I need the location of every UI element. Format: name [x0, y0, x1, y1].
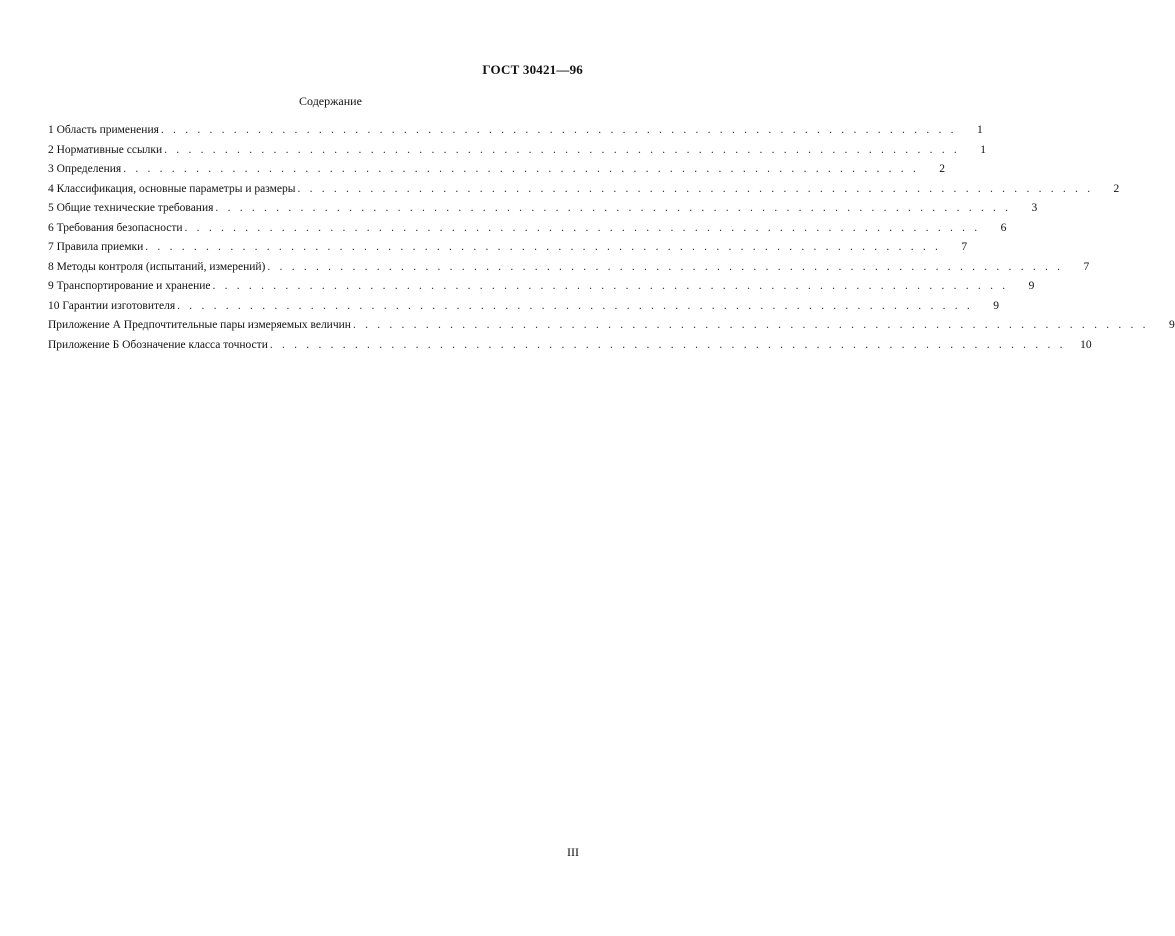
toc-item-page: 9: [1028, 280, 1035, 292]
toc-leader-dots: . . . . . . . . . . . . . . . . . . . . . . . . . . . . . . . . . . . . . . . . . . . . . . . . . . . . . . . . . . . . . . . . . .: [145, 241, 942, 253]
toc-item-page: 2: [1113, 182, 1120, 195]
toc-item-page: 7: [1083, 260, 1090, 273]
table-of-contents: [48, 121, 1175, 355]
toc-leader-dots: . . . . . . . . . . . . . . . . . . . . . . . . . . . . . . . . . . . . . . . . . . . . . . . . . . . . . . . . . . . . . . . . . .: [164, 143, 960, 156]
toc-leader-dots: . . . . . . . . . . . . . . . . . . . . . . . . . . . . . . . . . . . . . . . . . . . . . . . . . . . . . . . . . . . . . . . . . .: [269, 338, 1066, 351]
toc-item[interactable]: [48, 258, 1090, 278]
toc-item[interactable]: [48, 297, 999, 317]
toc-item[interactable]: [48, 219, 1007, 239]
toc-item-page: 10: [1080, 338, 1092, 351]
toc-leader-dots: . . . . . . . . . . . . . . . . . . . . . . . . . . . . . . . . . . . . . . . . . . . . . . . . . . . . . . . . . . . . . . . . . .: [123, 163, 920, 175]
toc-leader-dots: . . . . . . . . . . . . . . . . . . . . . . . . . . . . . . . . . . . . . . . . . . . . . . . . . . . . . . . . . . . . . . . . . .: [177, 299, 973, 312]
standard-code: ГОСТ 30421—96: [482, 62, 583, 77]
toc-item-page: 9: [993, 299, 999, 312]
toc-leader-dots: . . . . . . . . . . . . . . . . . . . . . . . . . . . . . . . . . . . . . . . . . . . . . . . . . . . . . . . . . . . . . . . . . .: [267, 260, 1064, 273]
toc-item[interactable]: [48, 160, 946, 180]
page-number: III: [567, 845, 579, 859]
toc-item[interactable]: [48, 238, 968, 258]
toc-item[interactable]: [48, 141, 986, 161]
toc-item-page: 2: [939, 163, 946, 175]
toc-leader-dots: . . . . . . . . . . . . . . . . . . . . . . . . . . . . . . . . . . . . . . . . . . . . . . . . . . . . . . . . . . . . . . . . . .: [212, 280, 1009, 292]
toc-item-label: 7 Правила приемки: [48, 241, 144, 253]
toc-item-page: 6: [1000, 221, 1007, 234]
toc-item-label: 3 Определения: [48, 163, 122, 175]
toc-leader-dots: . . . . . . . . . . . . . . . . . . . . . . . . . . . . . . . . . . . . . . . . . . . . . . . . . . . . . . . . . . . . . . . . . .: [160, 124, 957, 136]
toc-title: Содержание: [299, 94, 362, 108]
toc-item-label: 9 Транспортирование и хранение: [48, 280, 211, 292]
toc-item[interactable]: [48, 180, 1120, 200]
toc-item-label: 1 Область применения: [48, 124, 159, 136]
toc-item-label: 2 Нормативные ссылки: [48, 143, 163, 156]
toc-item-page: 9: [1169, 319, 1175, 331]
toc-item[interactable]: [48, 121, 983, 141]
toc-item[interactable]: [48, 199, 1038, 219]
toc-item[interactable]: [48, 277, 1035, 297]
toc-leader-dots: . . . . . . . . . . . . . . . . . . . . . . . . . . . . . . . . . . . . . . . . . . . . . . . . . . . . . . . . . . . . . . . . . .: [184, 221, 981, 234]
toc-item-label: Приложение Б Обозначение класса точности: [48, 338, 268, 351]
toc-item-label: 8 Методы контроля (испытаний, измерений): [48, 260, 266, 273]
toc-item[interactable]: [48, 336, 1092, 356]
toc-leader-dots: . . . . . . . . . . . . . . . . . . . . . . . . . . . . . . . . . . . . . . . . . . . . . . . . . . . . . . . . . . . . . . . . . .: [215, 202, 1012, 214]
toc-item-page: 1: [980, 143, 986, 156]
toc-item-page: 7: [961, 241, 968, 253]
toc-item-label: 6 Требования безопасности: [48, 221, 183, 234]
toc-item-page: 3: [1031, 202, 1038, 214]
toc-leader-dots: . . . . . . . . . . . . . . . . . . . . . . . . . . . . . . . . . . . . . . . . . . . . . . . . . . . . . . . . . . . . . . . . . .: [352, 319, 1149, 331]
toc-item-label: 10 Гарантии изготовителя: [48, 299, 176, 312]
toc-item[interactable]: [48, 316, 1175, 336]
toc-item-label: 5 Общие технические требования: [48, 202, 214, 214]
toc-item-label: 4 Классификация, основные параметры и размеры: [48, 182, 296, 195]
toc-item-label: Приложение А Предпочтительные пары измеряемых величин: [48, 319, 351, 331]
toc-leader-dots: . . . . . . . . . . . . . . . . . . . . . . . . . . . . . . . . . . . . . . . . . . . . . . . . . . . . . . . . . . . . . . . . . .: [297, 182, 1094, 195]
toc-item-page: 1: [976, 124, 983, 136]
